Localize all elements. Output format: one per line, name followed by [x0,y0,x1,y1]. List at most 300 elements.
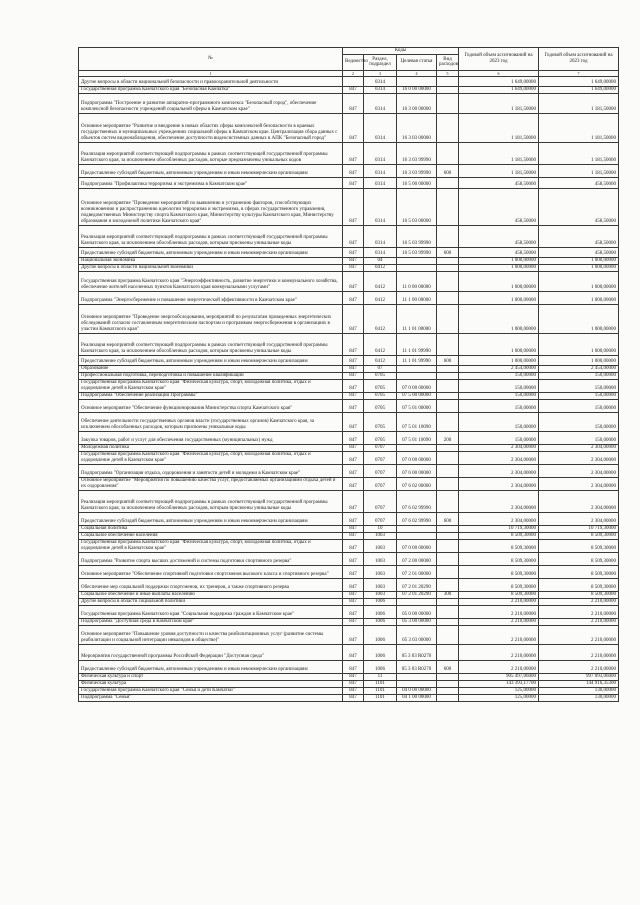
row-name: Молодежная политика [79,444,343,451]
row-vedomstvo: 847 [343,372,364,379]
table-row [79,177,619,188]
row-vedomstvo: 847 [343,333,364,355]
table-row [79,565,619,578]
row-name: Обеспечение деятельности государственных органов власти (государственных органов) Камчатского края, за исключением обособленных расходов, которым присвоены уникальные коды [79,412,343,431]
row-vedomstvo: 847 [343,618,364,625]
row-name: Государственная программа Камчатского края "Энергоэффективность, развитие энергетики и коммунального хозяйства, обеспечение жителей населенных пунктов Камчатского края коммунальными услугами" [79,271,343,291]
row-razdel: 0314 [364,113,397,142]
row-name: Другие вопросы в области национальной экономики [79,264,343,271]
row-celevaya-statya [397,680,437,687]
row-celevaya-statya: 04 1 00 00000 [397,694,437,701]
row-vedomstvo [343,76,364,86]
row-razdel: 0314 [364,93,397,113]
row-vid-rashodov [437,673,459,680]
table-row [79,355,619,365]
row-razdel: 1101 [364,680,397,687]
row-amount-2: 2 304,00000 [539,512,619,525]
row-name: Государственная программа Камчатского края "Семья и дети Камчатки" [79,687,343,694]
table-row [79,412,619,431]
row-celevaya-statya: 16 5 03 99990 [397,247,437,257]
row-celevaya-statya: 07 5 01 00000 [397,399,437,412]
row-vid-rashodov [437,188,459,225]
row-amount-1: 150,00000 [459,392,539,399]
row-vedomstvo: 847 [343,247,364,257]
row-vid-rashodov [437,477,459,490]
table-row [79,591,619,598]
row-vid-rashodov [437,694,459,701]
row-amount-1: 8 509,30000 [459,565,539,578]
table-row [79,605,619,618]
table-row [79,271,619,291]
row-celevaya-statya: 11 1 00 00000 [397,291,437,304]
row-vid-rashodov [437,644,459,660]
row-vedomstvo: 847 [343,355,364,365]
row-vid-rashodov: 600 [437,660,459,673]
table-body [79,76,619,701]
row-celevaya-statya [397,257,437,264]
row-razdel: 0705 [364,372,397,379]
table-row [79,392,619,399]
table-row [79,525,619,532]
row-name: Предоставление субсидий бюджетным, автономным учреждениям и иным некоммерческим организациям [79,355,343,365]
row-razdel: 0412 [364,304,397,333]
row-amount-2: 1 000,00000 [539,264,619,271]
row-amount-2: 2 304,00000 [539,477,619,490]
row-celevaya-statya: 07 5 00 00000 [397,392,437,399]
row-name: Государственная программа Камчатского края "Физическая культура, спорт, молодежная политика, отдых и оздоровление детей в Камчатском крае" [79,379,343,392]
table-row [79,694,619,701]
row-name: Предоставление субсидий бюджетным, автономным учреждениям и иным некоммерческим организациям [79,512,343,525]
row-amount-1: 1 181,50000 [459,142,539,164]
row-vid-rashodov [437,392,459,399]
table-row [79,451,619,464]
row-razdel: 1003 [364,578,397,591]
row-celevaya-statya [397,673,437,680]
row-celevaya-statya: 11 0 00 00000 [397,271,437,291]
row-vedomstvo: 847 [343,225,364,247]
row-amount-1: 2 304,00000 [459,477,539,490]
row-name: Предоставление субсидий бюджетным, автономным учреждениям и иным некоммерческим организациям [79,164,343,177]
row-amount-2: 1 649,00000 [539,76,619,86]
row-vedomstvo: 847 [343,605,364,618]
row-amount-2: 2 210,00000 [539,625,619,644]
row-vedomstvo: 847 [343,694,364,701]
row-vedomstvo: 847 [343,644,364,660]
row-name: Предоставление субсидий бюджетным, автономным учреждениям и иным некоммерческим организациям [79,247,343,257]
row-name: Закупка товаров, работ и услуг для обеспечения государственных (муниципальных) нужд [79,431,343,444]
row-vid-rashodov [437,142,459,164]
row-amount-2: 2 304,00000 [539,451,619,464]
row-amount-1: 458,50000 [459,247,539,257]
row-amount-2: 150,00000 [539,372,619,379]
row-vid-rashodov [437,680,459,687]
row-celevaya-statya [397,598,437,605]
row-name: Основное мероприятие "Повышение уровня доступности и качества реабилитационных услуг (развитие системы реабилитации и социальной интеграции инвалидов в обществе)" [79,625,343,644]
row-name: Обеспечение мер социальной поддержки спортсменов, их тренеров, а также спортивного резерва [79,578,343,591]
row-celevaya-statya [397,532,437,539]
row-razdel: 0705 [364,379,397,392]
row-name: Подпрограмма "Построение и развитие аппаратно-программного комплекса "Безопасный город", обеспечение комплексной безопасности учреждений социальной сферы в Камчатском крае" [79,93,343,113]
row-amount-2: 1 000,00000 [539,271,619,291]
table-row [79,333,619,355]
table-row [79,660,619,673]
row-razdel: 0412 [364,355,397,365]
row-name: Государственная программа Камчатского края "Социальная поддержка граждан в Камчатском крае" [79,605,343,618]
row-razdel: 1006 [364,644,397,660]
row-vid-rashodov [437,605,459,618]
row-amount-1: 1 181,50000 [459,164,539,177]
row-amount-2: 8 509,30000 [539,552,619,565]
row-amount-2: 2 210,00000 [539,660,619,673]
table-row [79,142,619,164]
table-row [79,673,619,680]
row-vid-rashodov [437,271,459,291]
row-vid-rashodov: 300 [437,591,459,598]
row-amount-1: 458,50000 [459,188,539,225]
row-razdel: 1003 [364,539,397,552]
row-amount-2: 1 181,50000 [539,164,619,177]
row-amount-2: 1 000,00000 [539,304,619,333]
row-amount-2: 458,50000 [539,247,619,257]
row-razdel: 0707 [364,444,397,451]
row-celevaya-statya: 07 0 00 00000 [397,451,437,464]
row-name: Подпрограмма "Профилактика терроризма и экстремизма в Камчатском крае" [79,177,343,188]
row-vid-rashodov [437,444,459,451]
row-amount-1: 1 000,00000 [459,333,539,355]
row-razdel: 1003 [364,591,397,598]
row-celevaya-statya: 11 1 01 00000 [397,304,437,333]
row-celevaya-statya: 11 1 01 99990 [397,333,437,355]
row-name: Социальное обеспечение и иные выплаты населению [79,591,343,598]
row-vid-rashodov [437,113,459,142]
row-razdel: 1006 [364,598,397,605]
row-razdel: 11 [364,673,397,680]
row-amount-1: 2 210,00000 [459,618,539,625]
row-amount-2: 1 181,50000 [539,142,619,164]
row-razdel: 0412 [364,271,397,291]
row-name: Предоставление субсидий бюджетным, автономным учреждениям и иным некоммерческим организациям [79,660,343,673]
index-cell: 6 [459,70,539,76]
row-celevaya-statya: 07 5 01 10090 [397,412,437,431]
row-vid-rashodov [437,304,459,333]
row-amount-1: 8 509,30000 [459,578,539,591]
row-name: Реализация мероприятий соответствующей подпрограммы в рамках соответствующей государственной программы Камчатского края, за исключением обособленных расходов, которым присвоены уникальные коды [79,225,343,247]
row-vid-rashodov [437,264,459,271]
row-vedomstvo: 847 [343,271,364,291]
table-row [79,618,619,625]
row-vedomstvo: 847 [343,660,364,673]
table-row [79,113,619,142]
row-name: Подпрограмма "Развитие спорта высших достижений и системы подготовки спортивного резерва" [79,552,343,565]
row-amount-2: 2 304,00000 [539,490,619,512]
row-vedomstvo: 847 [343,532,364,539]
row-celevaya-statya: 16 3 03 99990 [397,164,437,177]
row-amount-1: 8 509,30000 [459,539,539,552]
row-amount-2: 150,00000 [539,412,619,431]
row-vid-rashodov [437,372,459,379]
row-amount-1: 2 210,00000 [459,644,539,660]
row-amount-2: 8 509,30000 [539,532,619,539]
row-vedomstvo: 847 [343,680,364,687]
row-name: Физическая культура [79,680,343,687]
row-name: Другие вопросы в области национальной безопасности и правоохранительной деятельности [79,76,343,86]
row-name: Основное мероприятие "Развитие и внедрение в новых областях сферы комплексной безопасности в краевых государственных и муниципальных учреждениях социальной сферы в Камчатском крае. Централизация сбора данных с объектов систем видеонаблюдения, обеспечение доступности видеосистемных данных в АПК "Безопасный город" [79,113,343,142]
table-row [79,188,619,225]
row-razdel: 0314 [364,225,397,247]
row-vedomstvo: 847 [343,477,364,490]
row-amount-2: 8 509,30000 [539,578,619,591]
row-razdel: 0707 [364,477,397,490]
row-vid-rashodov [437,399,459,412]
row-amount-2: 458,50000 [539,177,619,188]
budget-table [78,47,619,702]
row-amount-2: 144 916,35300 [539,680,619,687]
header-celevaya-statya: Целевая статья [397,54,437,70]
table-row [79,372,619,379]
row-vid-rashodov [437,598,459,605]
row-name: Основное мероприятие "Обеспечение функционирования Министерства спорта Камчатского края" [79,399,343,412]
row-celevaya-statya: 07 2 01 20290 [397,591,437,598]
table-row [79,379,619,392]
row-amount-2: 130,00000 [539,687,619,694]
row-razdel: 1006 [364,625,397,644]
row-name: Профессиональная подготовка, переподготовка и повышение квалификации [79,372,343,379]
row-amount-2: 458,50000 [539,225,619,247]
row-amount-1: 2 210,00000 [459,660,539,673]
row-amount-2: 1 649,00000 [539,86,619,93]
row-celevaya-statya: 16 3 00 00000 [397,93,437,113]
row-vedomstvo: 847 [343,539,364,552]
row-vedomstvo: 847 [343,490,364,512]
row-amount-2: 2 304,00000 [539,444,619,451]
row-razdel: 0707 [364,464,397,477]
row-amount-1: 2 304,00000 [459,444,539,451]
row-amount-1: 150,00000 [459,372,539,379]
row-amount-1: 10 719,30000 [459,525,539,532]
row-vedomstvo: 847 [343,451,364,464]
row-celevaya-statya: 11 1 01 99990 [397,355,437,365]
row-name: Государственная программа Камчатского края "Физическая культура, спорт, молодежная политика, отдых и оздоровление детей в Камчатском крае" [79,539,343,552]
row-razdel: 1006 [364,660,397,673]
row-amount-2: 1 000,00000 [539,355,619,365]
row-amount-1: 8 509,30000 [459,591,539,598]
row-amount-1: 1 000,00000 [459,355,539,365]
row-vedomstvo: 847 [343,565,364,578]
row-celevaya-statya [397,444,437,451]
row-amount-1: 2 304,00000 [459,451,539,464]
index-cell: 5 [437,70,459,76]
row-vedomstvo: 847 [343,392,364,399]
row-vedomstvo: 847 [343,257,364,264]
row-amount-1: 458,50000 [459,177,539,188]
header-codes: Коды [343,48,459,55]
row-celevaya-statya: 07 2 00 00000 [397,552,437,565]
header-amount-1: Годовой объем ассигнований на 2023 год [459,48,539,71]
row-razdel: 0412 [364,264,397,271]
table-row [79,644,619,660]
row-razdel: 0705 [364,399,397,412]
table-row [79,264,619,271]
row-vedomstvo: 847 [343,525,364,532]
row-celevaya-statya: 16 3 03 99990 [397,142,437,164]
row-amount-1: 150,00000 [459,412,539,431]
row-celevaya-statya: 16 3 03 00000 [397,113,437,142]
row-name: Мероприятия государственной программы Российской Федерации "Доступная среда" [79,644,343,660]
row-name: Образование [79,365,343,372]
row-vid-rashodov [437,532,459,539]
row-vedomstvo: 847 [343,304,364,333]
row-amount-1: 150,00000 [459,431,539,444]
row-celevaya-statya: 07 0 00 00000 [397,539,437,552]
row-amount-2: 150,00000 [539,431,619,444]
row-name: Социальное обеспечение населения [79,532,343,539]
row-vedomstvo: 847 [343,464,364,477]
row-razdel: 0314 [364,142,397,164]
row-vid-rashodov [437,225,459,247]
row-amount-1: 1 000,00000 [459,304,539,333]
row-name: Основное мероприятие "Проведение мероприятий по выявлению и устранению факторов, способствующих возникновению и распространению идеологии терроризма и экстремизма, в сферах государственного управления, подведомственных Министерству спорта Камчатского края, Министерству культуры Камчатского края, Министерству образования и молодежной политики Камчатского края" [79,188,343,225]
row-vedomstvo: 847 [343,86,364,93]
row-vid-rashodov: 600 [437,355,459,365]
row-vedomstvo: 847 [343,379,364,392]
header-name: № [79,48,343,71]
row-vedomstvo: 847 [343,444,364,451]
table-row [79,512,619,525]
row-celevaya-statya: 07 0 00 00000 [397,379,437,392]
row-vedomstvo: 847 [343,142,364,164]
row-vedomstvo: 847 [343,291,364,304]
row-vid-rashodov: 600 [437,164,459,177]
table-row [79,598,619,605]
row-razdel: 0314 [364,188,397,225]
row-vedomstvo: 847 [343,512,364,525]
row-vedomstvo: 847 [343,552,364,565]
row-celevaya-statya: 05 3 00 00000 [397,618,437,625]
row-amount-2: 10 719,30000 [539,525,619,532]
row-amount-1: 2 210,00000 [459,605,539,618]
row-name: Другие вопросы в области социальной политики [79,598,343,605]
row-amount-1: 1 181,50000 [459,93,539,113]
row-vedomstvo: 847 [343,578,364,591]
table-row [79,687,619,694]
row-razdel: 0705 [364,412,397,431]
header-razdel: Раздел, подраздел [364,54,397,70]
row-vid-rashodov [437,539,459,552]
row-celevaya-statya: 16 5 03 99990 [397,225,437,247]
row-celevaya-statya: 07 6 02 99990 [397,512,437,525]
row-razdel: 0707 [364,451,397,464]
row-vid-rashodov [437,464,459,477]
row-name: Основное мероприятие "Проведение энергообследования, мероприятий по результатам проведенных энергетических обследований согласно составленным энергетическим паспортам и программам энергосбережения в организациях в участии Камчатского края" [79,304,343,333]
row-name: Государственная программа Камчатского края "Безопасная Камчатка" [79,86,343,93]
row-amount-2: 2 210,00000 [539,618,619,625]
row-celevaya-statya [397,264,437,271]
index-cell: 7 [539,70,619,76]
row-vedomstvo: 847 [343,598,364,605]
table-row [79,399,619,412]
row-razdel: 1003 [364,552,397,565]
row-celevaya-statya: 07 2 01 00000 [397,565,437,578]
row-amount-1: 150,00000 [459,399,539,412]
row-amount-1: 1 649,00000 [459,76,539,86]
row-name: Физическая культура и спорт [79,673,343,680]
row-vedomstvo: 847 [343,431,364,444]
row-amount-1: 1 000,00000 [459,271,539,291]
row-razdel: 1101 [364,694,397,701]
row-razdel: 1003 [364,565,397,578]
table-row [79,431,619,444]
row-vid-rashodov [437,490,459,512]
row-celevaya-statya: 16 0 00 00000 [397,86,437,93]
row-amount-1: 905 497,06000 [459,673,539,680]
row-razdel: 0412 [364,333,397,355]
row-razdel: 1006 [364,605,397,618]
table-row [79,93,619,113]
index-cell: 1 [79,70,343,76]
row-razdel: 1101 [364,687,397,694]
row-celevaya-statya: 04 0 00 00000 [397,687,437,694]
row-name: Подпрограмма "Энергосбережение и повышение энергетической эффективности в Камчатском крае" [79,291,343,304]
index-cell: 4 [397,70,437,76]
row-celevaya-statya: 05 3 03 R0270 [397,660,437,673]
row-amount-1: 143 393,17700 [459,680,539,687]
row-name: Подпрограмма "Обеспечение реализации Программы" [79,392,343,399]
row-razdel: 0707 [364,512,397,525]
row-razdel: 0314 [364,164,397,177]
row-vid-rashodov [437,333,459,355]
table-row [79,625,619,644]
row-razdel: 0705 [364,392,397,399]
row-vedomstvo: 847 [343,625,364,644]
row-vedomstvo: 847 [343,164,364,177]
table-row [79,291,619,304]
row-celevaya-statya [397,365,437,372]
row-amount-1: 125,00000 [459,687,539,694]
row-amount-1: 125,00000 [459,694,539,701]
row-vid-rashodov: 600 [437,512,459,525]
table-row [79,477,619,490]
row-name: Реализация мероприятий соответствующей подпрограммы в рамках соответствующей государственной программы Камчатского края, за исключением обособленных расходов, которым присвоены уникальные коды [79,490,343,512]
row-celevaya-statya [397,372,437,379]
row-name: Основное мероприятие "Мероприятия по повышению качества услуг, предоставляемых организациями отдыха детей и их оздоровления" [79,477,343,490]
row-vid-rashodov [437,618,459,625]
header-vid-rashodov: Вид расходов [437,54,459,70]
row-amount-1: 2 454,00000 [459,365,539,372]
header-vedomstvo: Ведомство [343,54,364,70]
row-celevaya-statya: 07 6 02 99990 [397,490,437,512]
row-celevaya-statya: 07 2 01 20290 [397,578,437,591]
row-amount-2: 150,00000 [539,379,619,392]
row-amount-2: 997 093,06000 [539,673,619,680]
row-vid-rashodov [437,76,459,86]
table-row [79,304,619,333]
row-amount-1: 8 509,30000 [459,532,539,539]
table-row [79,225,619,247]
row-amount-1: 1 181,50000 [459,113,539,142]
table-row [79,365,619,372]
row-vedomstvo: 847 [343,399,364,412]
row-vid-rashodov [437,525,459,532]
row-amount-2: 2 304,00000 [539,464,619,477]
row-vid-rashodov [437,379,459,392]
row-razdel: 0412 [364,291,397,304]
row-amount-2: 150,00000 [539,399,619,412]
row-celevaya-statya [397,525,437,532]
row-razdel: 0314 [364,86,397,93]
row-name: Реализация мероприятий соответствующей подпрограммы в рамках соответствующей государственной программы Камчатского края, за исключением обособленных расходов, которые предназначены уникальных кодов [79,142,343,164]
row-vedomstvo: 847 [343,591,364,598]
row-amount-1: 1 000,00000 [459,291,539,304]
